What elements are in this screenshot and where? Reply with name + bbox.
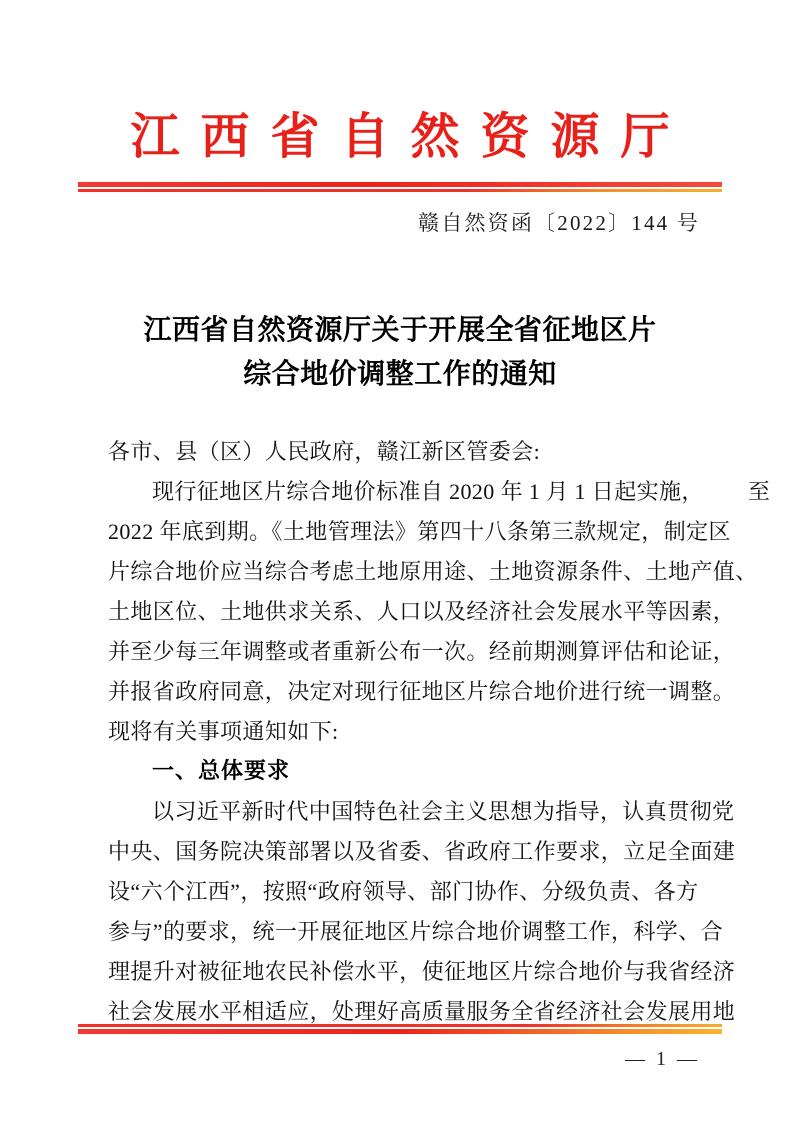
- document-title-line-1: 江西省自然资源厅关于开展全省征地区片: [143, 313, 657, 346]
- document-title-line-2: 综合地价调整工作的通知: [243, 357, 557, 390]
- issuing-agency-title: 江西省自然资源厅: [130, 107, 691, 165]
- paragraph-2-line-2: [108, 832, 736, 872]
- paragraph-2-line-3: [108, 872, 699, 912]
- line-tail: 土地产值、: [645, 559, 758, 584]
- paragraph-1-line-4: 土地区位、土地供求关系、人口以及经济社会发展水平等因素，: [108, 599, 736, 624]
- paragraph-1-line-3: [108, 552, 758, 592]
- paragraph-1-line-2: [108, 512, 731, 552]
- document-title: [110, 308, 690, 396]
- line-text: 现行征地区片综合地价标准自 2020 年 1 月 1 日起实施，: [152, 479, 704, 504]
- page-number: — 1 —: [625, 1048, 700, 1070]
- footer-red-rule: [78, 1024, 722, 1034]
- document-serial-number: 赣自然资函〔2022〕144 号: [418, 211, 700, 235]
- masthead: [0, 108, 800, 164]
- addressee-line: 各市、县（区）人民政府，赣江新区管委会:: [108, 439, 541, 464]
- header-red-rule: [78, 182, 722, 192]
- paragraph-2-line-6: 社会发展水平相适应，处理好高质量服务全省经济社会发展用地: [108, 999, 736, 1024]
- line-text: 设“六个江西”，按照“政府领导、部门协作、分级负责、: [108, 879, 654, 904]
- paragraph-2-line-4: [108, 912, 723, 952]
- line-tail: 合: [700, 919, 723, 944]
- paragraph-1-line-7: 现将有关事项通知如下:: [108, 719, 339, 744]
- paragraph-2-line-1: 以习近平新时代中国特色社会主义思想为指导，认真贯彻党: [152, 799, 735, 824]
- line-text: 中央、国务院决策部署以及省委、省政府工作要求，: [108, 839, 624, 864]
- paragraph-1-line-5: 并至少每三年调整或者重新公布一次。经前期测算评估和论证，: [108, 639, 736, 664]
- line-text: 2022 年底到期。《土地管理法》第四十八条第三款规定，: [108, 519, 664, 544]
- footer-rule-thick-bar: [78, 1029, 722, 1034]
- paragraph-1-line-1: [108, 472, 771, 512]
- line-tail: 立足全面建: [623, 839, 736, 864]
- paragraph-2-line-5: 理提升对被征地农民补偿水平，使征地区片综合地价与我省经济: [108, 959, 736, 984]
- section-heading-1: 一、总体要求: [152, 759, 291, 784]
- line-tail: 制定区: [663, 519, 731, 544]
- paragraph-1-line-6: 并报省政府同意，决定对现行征地区片综合地价进行统一调整。: [108, 679, 736, 704]
- header-rule-thin-bar: [78, 189, 722, 192]
- document-body: [108, 432, 771, 1032]
- line-tail: 各方: [653, 879, 699, 904]
- line-tail: 至: [747, 479, 771, 504]
- line-text: 参与”的要求，统一开展征地区片综合地价调整工作，科学、: [108, 919, 701, 944]
- line-text: 片综合地价应当综合考虑土地原用途、土地资源条件、: [108, 559, 646, 584]
